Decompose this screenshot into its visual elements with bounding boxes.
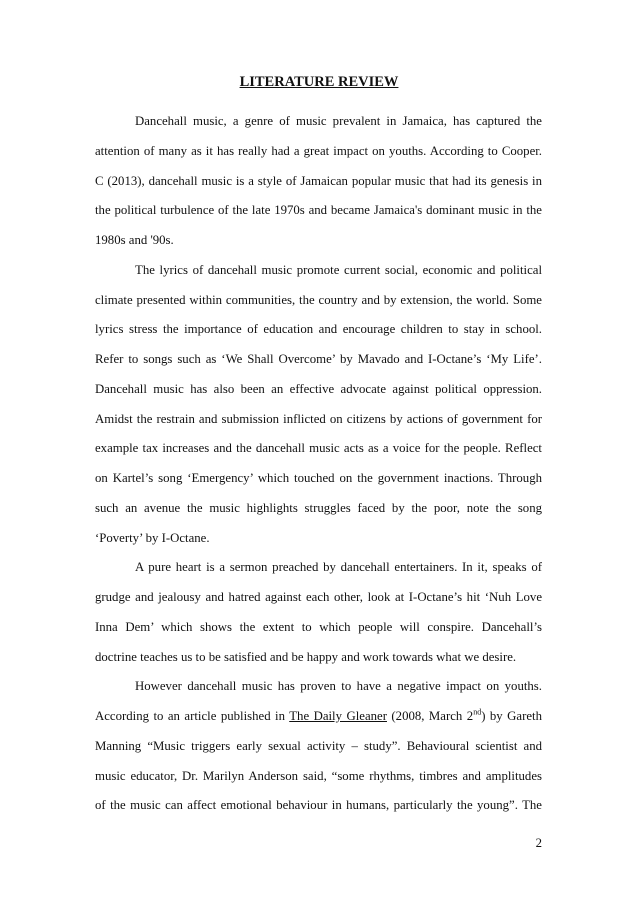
text-line: Dancehall music, a genre of music prevalent in Jamaica, has captured the [135, 114, 542, 128]
closing-lines [95, 732, 542, 821]
text-line: of the music can affect emotional behaviour in humans, particularly the young”. The [95, 798, 542, 813]
page-number: 2 [535, 836, 542, 850]
text-line: 1980s and '90s. [95, 233, 174, 247]
text-line: ‘Poverty’ by I-Octane. [95, 530, 210, 545]
citation-after: ) by Gareth [481, 709, 542, 723]
text-line: music educator, Dr. Marilyn Anderson said, “some rhythms, timbres and amplitudes [95, 768, 542, 783]
text-line: such an avenue the music highlights struggles faced by the poor, note the song [95, 500, 542, 515]
text-line: doctrine teaches us to be satisfied and be happy and work towards what we desire. [95, 649, 517, 664]
paragraph-lines [95, 107, 542, 702]
text-line: Amidst the restrain and submission inflicted on citizens by actions of government for [95, 411, 542, 426]
text-line: attention of many as it has really had a great impact on youths. According to Cooper. [95, 143, 542, 158]
text-line: example tax increases and the dancehall music acts as a voice for the people. Reflect [95, 441, 542, 456]
citation-before: According to an article published in [95, 709, 290, 723]
text-line: on Kartel’s song ‘Emergency’ which touched on the government inactions. Through [95, 471, 542, 485]
page-title: LITERATURE REVIEW [239, 74, 399, 90]
text-line: climate presented within communities, the country and by extension, the world. Some [95, 292, 542, 307]
text-line: grudge and jealousy and hatred against each other, look at I-Octane’s hit ‘Nuh Love [95, 590, 542, 604]
literature-review-body [95, 107, 542, 821]
text-line: C (2013), dancehall music is a style of Jamaican popular music that had its genesis in [95, 173, 542, 188]
text-line: However dancehall music has proven to have a negative impact on youths. [135, 679, 542, 694]
text-line: Inna Dem’ which shows the extent to which people will conspire. Dancehall’s [95, 619, 542, 634]
text-line: Refer to songs such as ‘We Shall Overcome’ by Mavado and I-Octane’s ‘My Life’. [95, 352, 542, 366]
source-title-link: The Daily Gleaner [289, 709, 387, 723]
text-line: A pure heart is a sermon preached by dancehall entertainers. In it, speaks of [135, 560, 542, 575]
text-line: Dancehall music has also been an effective advocate against political oppression. [95, 381, 542, 396]
text-line: The lyrics of dancehall music promote current social, economic and political [135, 262, 542, 277]
text-line: Manning “Music triggers early sexual activity – study”. Behavioural scientist and [95, 738, 542, 753]
text-line: the political turbulence of the late 1970s and became Jamaica's dominant music in the [95, 203, 542, 218]
citation-line [95, 702, 542, 732]
text-line: lyrics stress the importance of education and encourage children to stay in school. [95, 322, 542, 337]
citation-date: (2008, March 2 [386, 709, 474, 723]
date-suffix: nd [473, 707, 482, 717]
